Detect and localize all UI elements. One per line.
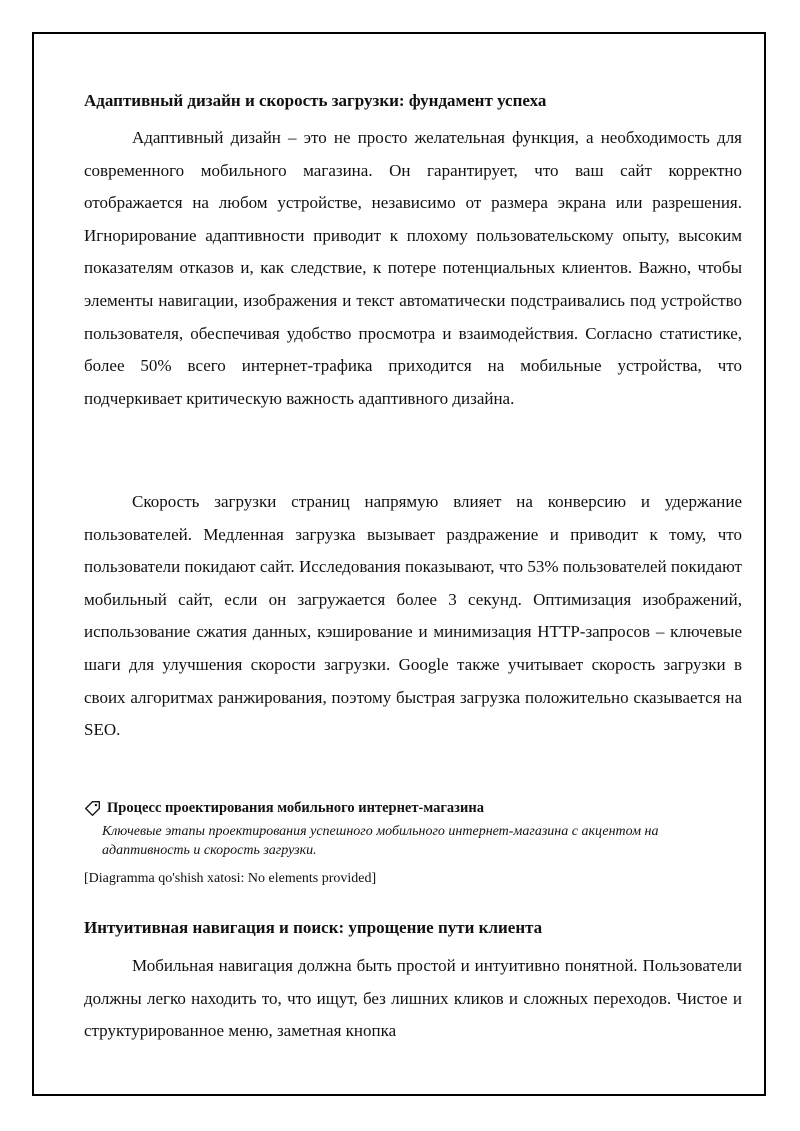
section-heading: Интуитивная навигация и поиск: упрощение пути клиента xyxy=(84,918,543,937)
diagram-error-message: [Diagramma qo'shish xatosi: No elements provided] xyxy=(84,871,377,886)
tag-icon xyxy=(84,800,101,817)
diagram-description: Ключевые этапы проектирования успешного мобильного интернет-магазина с акцентом на адаптивность и скорость загрузки. xyxy=(102,824,659,858)
paragraph: Адаптивный дизайн – это не просто желательная функция, а необходимость для современного мобильного магазина. Он гарантирует, что ваш сайт корректно отображается на любом устройстве, независимо от размера экрана или разрешения. Игнорирование адаптивности приводит к плохому пользовательскому опыту, высоким показателям отказов и, как следствие, к потере потенциальных клиентов. Важно, чтобы элементы навигации, изображения и текст автоматически подстраивались под устройство пользователя, обеспечивая удобство просмотра и взаимодействия. Согласно статистике, более 50% всего интернет-трафика приходится на мобильные устройства, что подчеркивает критическую важность адаптивного дизайна. xyxy=(84,128,742,408)
diagram-title: Процесс проектирования мобильного интернет-магазина xyxy=(107,800,484,816)
diagram-title-row xyxy=(84,798,742,818)
section-heading: Адаптивный дизайн и скорость загрузки: фундамент успеха xyxy=(84,91,547,110)
paragraph: Мобильная навигация должна быть простой и интуитивно понятной. Пользователи должны легко находить то, что ищут, без лишних кликов и сложных переходов. Чистое и структурированное меню, заметная кнопка xyxy=(84,956,742,1041)
paragraph: Скорость загрузки страниц напрямую влияет на конверсию и удержание пользователей. Медленная загрузка вызывает раздражение и приводит к тому, что пользователи покидают сайт. Исследования показывают, что 53% пользователей покидают мобильный сайт, если он загружается более 3 секунд. Оптимизация изображений, использование сжатия данных, кэширование и минимизация HTTP-запросов – ключевые шаги для улучшения скорости загрузки. Google также учитывает скорость загрузки в своих алгоритмах ранжирования, поэтому быстрая загрузка положительно сказывается на SEO. xyxy=(84,492,742,740)
diagram-block xyxy=(84,798,742,888)
